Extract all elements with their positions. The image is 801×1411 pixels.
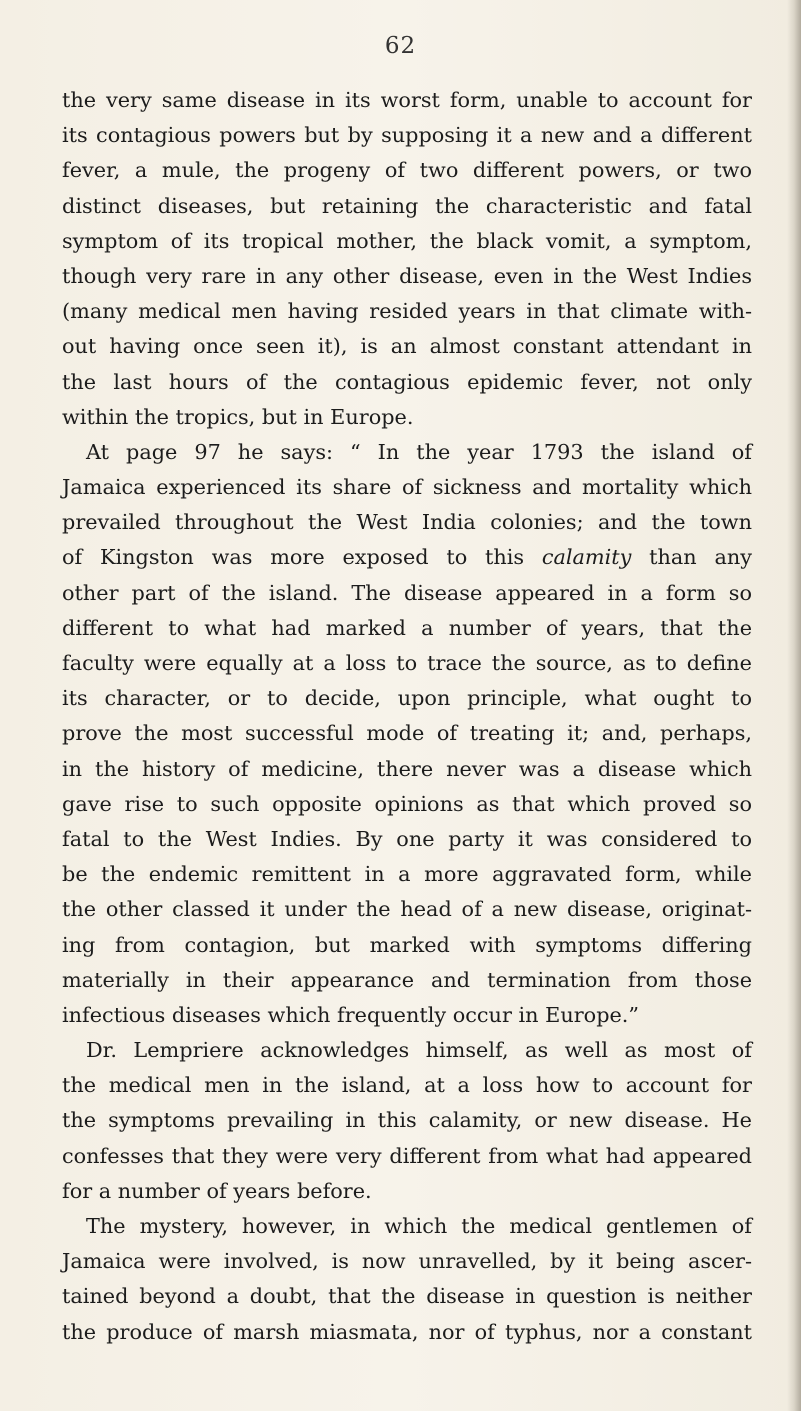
text-line: Dr. Lempriere acknowledges himself, as well as most of	[86, 1038, 752, 1063]
body-text	[62, 83, 752, 1350]
text-segment: than any	[631, 545, 753, 570]
text-line: prevailed throughout the West India colonies; and the town	[62, 510, 752, 535]
text-line: fever, a mule, the progeny of two different powers, or two	[62, 158, 752, 183]
text-line: for a number of years before.	[62, 1178, 372, 1203]
text-line: ing from contagion, but marked with symptoms differing	[62, 932, 752, 957]
text-line: distinct diseases, but retaining the characteristic and fatal	[62, 193, 752, 218]
text-line: confesses that they were very different from what had appeared	[62, 1143, 752, 1168]
text-line: tained beyond a doubt, that the disease in question is neither	[62, 1284, 752, 1309]
page-number: 62	[384, 33, 417, 59]
text-line	[62, 540, 752, 575]
page-edge-shadow	[787, 0, 801, 1411]
text-line: be the endemic remittent in a more aggravated form, while	[62, 862, 752, 887]
text-line: symptom of its tropical mother, the black vomit, a symptom,	[62, 228, 752, 253]
text-line: the very same disease in its worst form, unable to account for	[62, 88, 752, 112]
text-line: fatal to the West Indies. By one party it was considered to	[62, 826, 752, 851]
italic-word: calamity	[541, 545, 632, 570]
text-line: materially in their appearance and termination from those	[62, 967, 752, 992]
text-line: Jamaica were involved, is now unravelled, by it being ascer-	[62, 1249, 752, 1274]
text-line: the symptoms prevailing in this calamity, or new disease. He	[62, 1108, 752, 1133]
text-line: gave rise to such opposite opinions as that which proved so	[62, 791, 752, 816]
text-line: out having once seen it), is an almost constant attendant in	[62, 334, 752, 359]
text-line: the medical men in the island, at a loss how to account for	[62, 1073, 752, 1098]
text-line: in the history of medicine, there never was a disease which	[62, 756, 752, 781]
text-line: other part of the island. The disease appeared in a form so	[62, 580, 752, 605]
text-line: At page 97 he says: “ In the year 1793 the island of	[86, 439, 752, 464]
text-line: though very rare in any other disease, even in the West Indies	[62, 263, 752, 288]
text-line: the other classed it under the head of a new disease, originat-	[62, 897, 752, 922]
text-line: its character, or to decide, upon principle, what ought to	[62, 686, 752, 711]
text-line: within the tropics, but in Europe.	[62, 404, 414, 429]
text-line: prove the most successful mode of treating it; and, perhaps,	[62, 721, 752, 746]
text-line: Jamaica experienced its share of sickness and mortality which	[62, 475, 752, 500]
text-line: infectious diseases which frequently occur in Europe.”	[62, 1002, 640, 1027]
text-line: faculty were equally at a loss to trace the source, as to define	[62, 651, 752, 675]
text-line: its contagious powers but by supposing it a new and a different	[62, 123, 752, 148]
text-line: the last hours of the contagious epidemic fever, not only	[62, 369, 752, 394]
text-line: The mystery, however, in which the medical gentlemen of	[86, 1214, 752, 1238]
text-line: the produce of marsh miasmata, nor of typhus, nor a constant	[62, 1319, 752, 1344]
text-line: (many medical men having resided years in that climate with-	[62, 299, 752, 324]
text-segment: of Kingston was more exposed to this	[62, 545, 542, 570]
text-line: different to what had marked a number of years, that the	[62, 615, 752, 640]
